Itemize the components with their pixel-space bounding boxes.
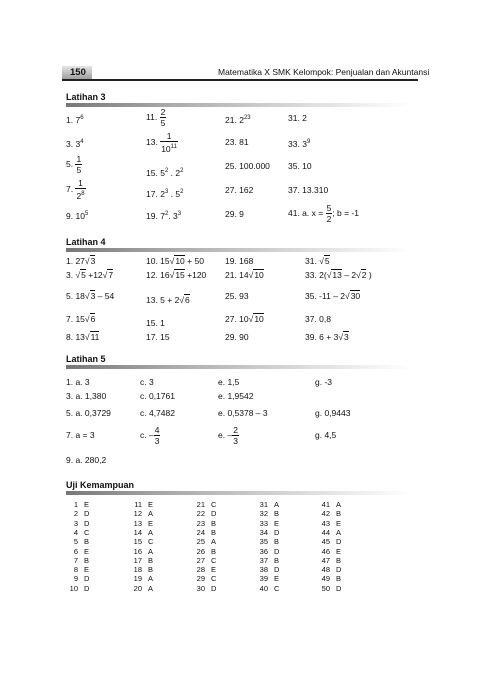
question-number: 19 (133, 574, 142, 584)
question-number: 39 (259, 574, 268, 584)
l3-item-27: 27. 162 (225, 185, 254, 195)
l3-item-21: 21. $2^{23}$ (225, 115, 251, 125)
l5-r3-c4: g. 0,9443 (315, 408, 351, 418)
answer-letter: B (211, 518, 217, 528)
l5-r4-c3: e. – $\frac{2}{3}$ (218, 425, 238, 446)
answer-letter: B (336, 555, 342, 565)
answer-letter: E (148, 500, 154, 509)
answer-letter: E (274, 518, 280, 528)
l4-item-19: 19. 168 (225, 256, 254, 266)
question-number: 33 (259, 518, 268, 528)
answer-letter: A (148, 509, 154, 519)
answer-letter: B (211, 527, 217, 537)
answer-letter: E (148, 518, 154, 528)
question-number: 44 (321, 527, 330, 537)
answer-letter: B (336, 574, 342, 584)
l4-item-17: 17. 15 (146, 332, 170, 342)
question-number: 37 (259, 555, 268, 565)
answer-letter: B (148, 555, 154, 565)
question-number: 28 (196, 565, 205, 575)
l3-item-35: 35. 10 (288, 161, 312, 171)
answer-letter: D (336, 565, 342, 575)
answer-letter: E (336, 546, 342, 556)
l4-item-39: 39. 6 + 3√3 (305, 332, 349, 342)
answer-letter: B (84, 555, 90, 565)
question-number: 45 (321, 537, 330, 547)
l4-item-7: 7. 15√6 (66, 314, 96, 324)
answer-letter: A (336, 527, 342, 537)
l4-item-1: 1. 27√3 (66, 256, 96, 266)
answer-letter: C (211, 500, 217, 509)
answer-letter: B (274, 555, 280, 565)
question-number: 38 (259, 565, 268, 575)
l3-item-37: 37. 13.310 (288, 185, 329, 195)
question-number: 41 (321, 500, 330, 509)
section-title-latihan-4: Latihan 4 (66, 237, 106, 247)
answer-letter: B (274, 537, 280, 547)
l3-item-25: 25. 100.000 (225, 161, 270, 171)
question-number: 12 (133, 509, 142, 519)
question-number: 2 (73, 509, 78, 519)
l3-item-23: 23. 81 (225, 137, 249, 147)
answer-key-entry (256, 584, 279, 594)
question-number: 17 (133, 555, 142, 565)
answer-letter: B (84, 537, 90, 547)
answer-letter: D (274, 527, 280, 537)
l3-item-17: 17. $2^3$ . $5^2$ (146, 189, 184, 199)
question-number: 27 (196, 555, 205, 565)
l5-r1-c3: e. 1,5 (218, 377, 240, 387)
l5-r1-c4: g. -3 (315, 377, 333, 387)
question-number: 9 (73, 574, 78, 584)
l5-r2-c1: 3. a. 1,380 (66, 391, 107, 401)
l4-item-35: 35. -11 – 2√30 (305, 291, 361, 301)
answer-letter: E (84, 565, 90, 575)
answer-letter: A (148, 583, 154, 593)
l5-r3-c1: 5. a. 0,3729 (66, 408, 111, 418)
question-number: 7 (73, 555, 78, 565)
l3-item-7: 7. $\frac{1}{2^8}$ (66, 178, 85, 201)
question-number: 14 (133, 527, 142, 537)
question-number: 13 (133, 518, 142, 528)
l5-r3-c2: c. 4,7482 (140, 408, 175, 418)
l4-item-21: 21. 14√10 (225, 270, 264, 280)
l3-item-19: 19. $7^2$. $3^3$ (146, 211, 182, 221)
l5-r5-c1: 9. a. 280,2 (66, 455, 107, 465)
answer-letter: C (84, 527, 90, 537)
answer-key-entry (318, 584, 341, 594)
section-title-latihan-3: Latihan 3 (66, 92, 106, 102)
answer-letter: E (84, 500, 90, 509)
question-number: 15 (133, 537, 142, 547)
l5-r4-c4: g. 4,5 (315, 430, 337, 440)
answer-letter: D (274, 565, 280, 575)
question-number: 29 (196, 574, 205, 584)
page-number: 150 (70, 67, 86, 78)
question-number: 11 (134, 500, 142, 509)
l4-item-3: 3. √5 +12√7 (66, 270, 114, 280)
l3-item-11: 11. $\frac{2}{5}$ (146, 107, 166, 128)
question-number: 31 (259, 500, 268, 509)
section-bar (66, 491, 412, 495)
answer-letter: E (336, 518, 342, 528)
l5-r4-c1: 7. a = 3 (66, 430, 95, 440)
l3-item-5: 5. $\frac{1}{5}$ (66, 154, 82, 175)
answer-letter: A (148, 574, 154, 584)
l4-item-25: 25. 93 (225, 291, 249, 301)
l4-item-12: 12. 16√15 +120 (146, 270, 207, 280)
answer-letter: D (84, 583, 90, 593)
question-number: 43 (321, 518, 330, 528)
answer-letter: B (274, 509, 280, 519)
question-number: 22 (196, 509, 205, 519)
l4-item-15: 15. 1 (146, 318, 165, 328)
answer-letter: D (336, 583, 342, 593)
question-number: 47 (321, 555, 330, 565)
question-number: 46 (321, 546, 330, 556)
answer-letter: A (274, 500, 280, 509)
question-number: 16 (133, 546, 142, 556)
l5-r2-c2: c. 0,1761 (140, 391, 175, 401)
question-number: 3 (73, 518, 78, 528)
answer-letter: E (211, 565, 217, 575)
answer-letter: C (211, 555, 217, 565)
l3-item-33: 33. $3^9$ (288, 139, 311, 149)
l3-item-31: 31. 2 (288, 113, 307, 123)
answer-letter: D (211, 509, 217, 519)
answer-letter: E (84, 546, 90, 556)
l5-r2-c3: e. 1,9542 (218, 391, 254, 401)
answer-letter: D (84, 574, 90, 584)
question-number: 1 (73, 500, 78, 509)
question-number: 4 (73, 527, 78, 537)
answer-key-entry (66, 584, 89, 594)
l3-item-3: 3. $3^4$ (66, 139, 84, 149)
l4-item-10: 10. 15√10 + 50 (146, 256, 204, 266)
section-bar (66, 248, 412, 252)
answer-letter: A (211, 537, 217, 547)
l5-r1-c1: 1. a. 3 (66, 377, 90, 387)
question-number: 8 (73, 565, 78, 575)
answer-letter: C (148, 537, 154, 547)
question-number: 48 (321, 565, 330, 575)
answer-letter: E (274, 574, 280, 584)
l4-item-33: 33. 2(√13 – 2√2 ) (305, 270, 372, 280)
question-number: 21 (196, 500, 205, 509)
section-bar (66, 103, 412, 107)
answer-letter: A (148, 527, 154, 537)
answer-letter: C (211, 574, 217, 584)
answer-letter: D (211, 583, 217, 593)
l4-item-27: 27. 10√10 (225, 314, 264, 324)
answer-letter: A (148, 546, 154, 556)
question-number: 34 (259, 527, 268, 537)
question-number: 40 (259, 583, 268, 593)
question-number: 35 (259, 537, 268, 547)
answer-letter: D (84, 518, 90, 528)
header-rule (62, 79, 418, 81)
l3-item-1: 1. $7^6$ (66, 115, 84, 125)
answer-letter: A (336, 500, 342, 509)
answer-key-entry (193, 584, 216, 594)
l4-item-31: 31. √5 (305, 256, 330, 266)
l4-item-8: 8. 13√11 (66, 332, 100, 342)
running-title: Matematika X SMK Kelompok: Penjualan dan Akuntansi (218, 67, 430, 77)
answer-letter: C (274, 583, 280, 593)
question-number: 18 (133, 565, 142, 575)
l4-item-37: 37. 0,8 (305, 314, 331, 324)
l3-item-15: 15. $5^2$ . $2^2$ (146, 168, 184, 178)
answer-letter: D (274, 546, 280, 556)
l3-item-9: 9. $10^5$ (66, 211, 89, 221)
l3-item-13: 13. $\frac{1}{10^{11}}$ (146, 131, 177, 154)
answer-key-entry (130, 584, 153, 594)
section-title-latihan-5: Latihan 5 (66, 354, 106, 364)
question-number: 23 (196, 518, 205, 528)
question-number: 50 (321, 583, 330, 593)
l3-item-29: 29. 9 (225, 209, 244, 219)
section-bar (66, 365, 412, 369)
answer-letter: D (84, 509, 90, 519)
question-number: 30 (196, 583, 205, 593)
l3-item-41: 41. a. x = $\frac{5}{2}$ ; b = -1 (288, 203, 360, 224)
question-number: 32 (259, 509, 268, 519)
l4-item-5: 5. 18√3 – 54 (66, 291, 115, 301)
answer-letter: B (148, 565, 154, 575)
l5-r1-c2: c. 3 (140, 377, 154, 387)
question-number: 20 (133, 583, 142, 593)
answer-letter: B (336, 509, 342, 519)
question-number: 42 (321, 509, 330, 519)
l4-item-13: 13. 5 + 2√6 (146, 295, 190, 305)
section-title-uji-kemampuan: Uji Kemampuan (66, 480, 135, 490)
answer-letter: D (336, 537, 342, 547)
question-number: 5 (73, 537, 78, 547)
question-number: 49 (321, 574, 330, 584)
question-number: 24 (196, 527, 205, 537)
question-number: 6 (73, 546, 78, 556)
question-number: 36 (259, 546, 268, 556)
l5-r3-c3: e. 0,5378 – 3 (218, 408, 268, 418)
l5-r4-c2: c. – $\frac{4}{3}$ (140, 425, 160, 446)
question-number: 10 (69, 583, 78, 593)
answer-letter: B (211, 546, 217, 556)
l4-item-29: 29. 90 (225, 332, 249, 342)
question-number: 25 (196, 537, 205, 547)
question-number: 26 (196, 546, 205, 556)
